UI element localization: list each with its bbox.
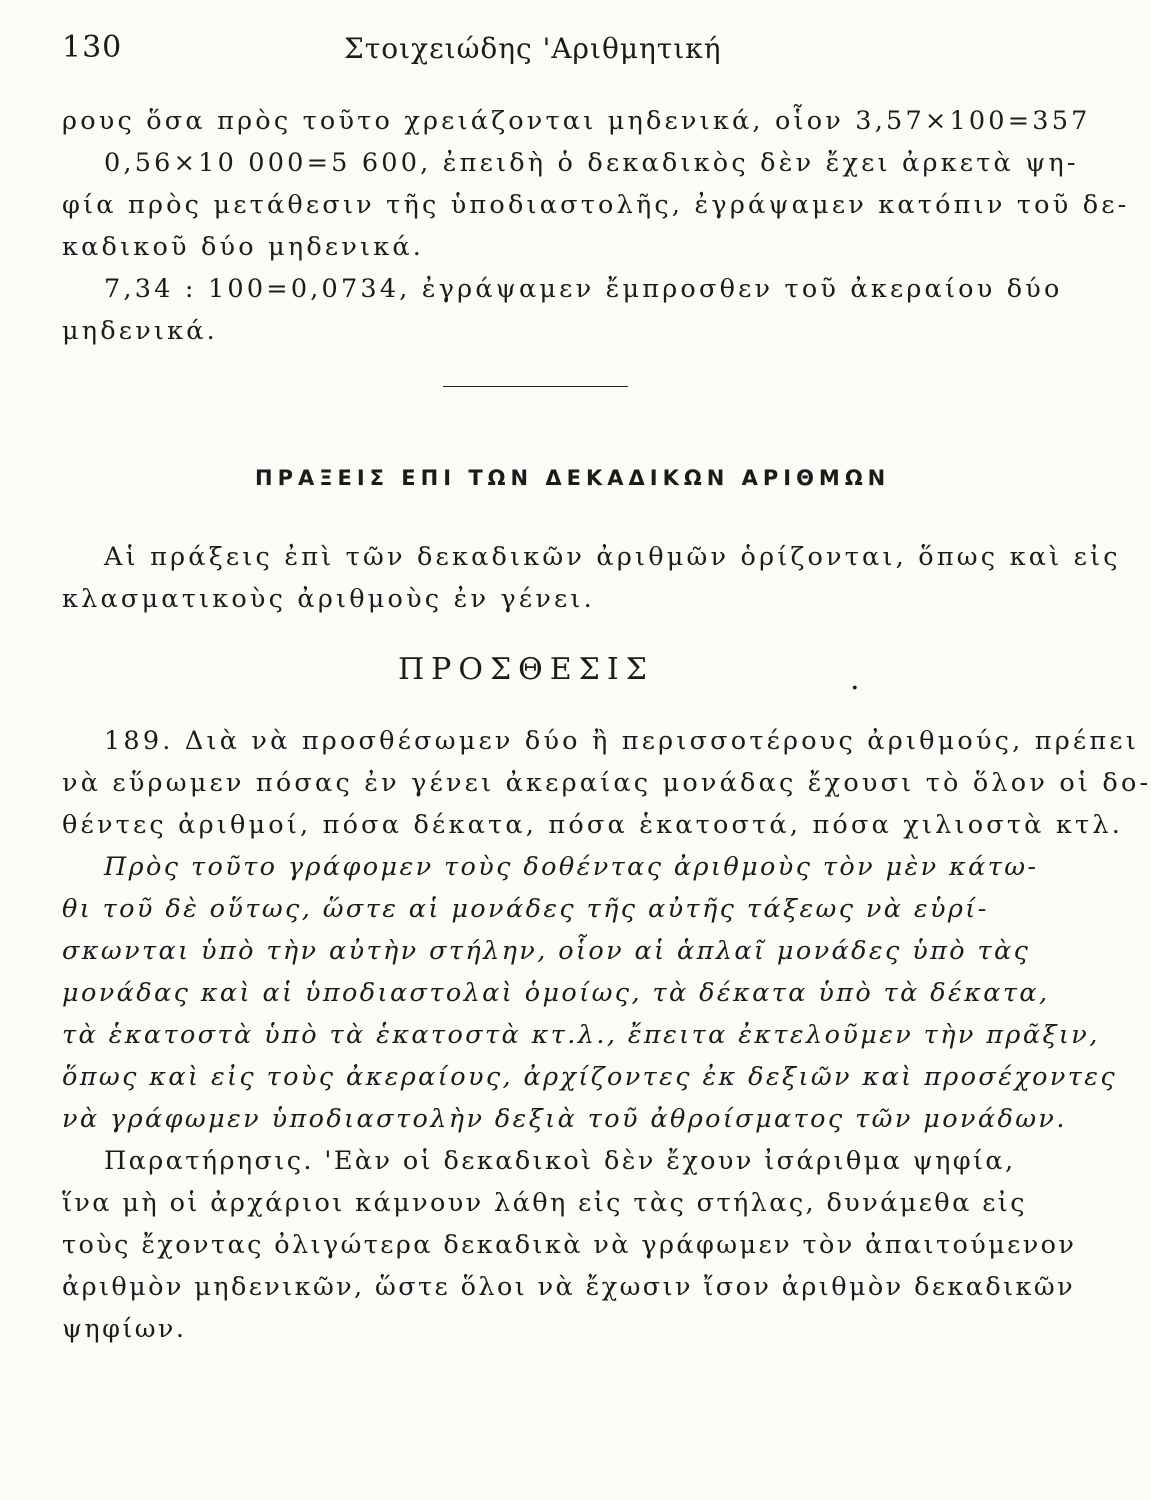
page-header — [62, 30, 1002, 70]
section-divider — [443, 386, 628, 387]
text-line: νὰ εὕρωμεν πόσας ἐν γένει ἀκεραίας μονάδας ἔχουσι τὸ ὅλον οἱ δο- — [62, 768, 1151, 798]
text-line: Αἱ πράξεις ἐπὶ τῶν δεκαδικῶν ἀριθμῶν ὁρίζονται, ὅπως καὶ εἰς — [104, 542, 1121, 572]
text-line: μηδενικά. — [62, 316, 218, 346]
section-intro-paragraph — [62, 536, 1121, 620]
text-line: 189. Διὰ νὰ προσθέσωμεν δύο ἢ περισσοτέρους ἀριθμούς, πρέπει — [104, 726, 1139, 756]
paragraph-189 — [62, 720, 1151, 846]
text-line: καδικοῦ δύο μηδενικά. — [62, 232, 425, 262]
text-line: θι τοῦ δὲ οὕτως, ὥστε αἱ μονάδες τῆς αὐτῆς τάξεως νὰ εὑρί- — [62, 894, 989, 924]
text-line: ψηφίων. — [62, 1314, 187, 1344]
page-number: 130 — [62, 30, 123, 65]
text-line: κλασματικοὺς ἀριθμοὺς ἐν γένει. — [62, 584, 595, 614]
text-line: τὰ ἑκατοστὰ ὑπὸ τὰ ἑκατοστὰ κτ.λ., ἔπειτα ἐκτελοῦμεν τὴν πρᾶξιν, — [62, 1020, 1100, 1050]
text-line: τοὺς ἔχοντας ὀλιγώτερα δεκαδικὰ νὰ γράφωμεν τὸν ἀπαιτούμενον — [62, 1230, 1077, 1260]
text-line: θέντες ἀριθμοί, πόσα δέκατα, πόσα ἑκατοστά, πόσα χιλιοστὰ κτλ. — [62, 810, 1124, 840]
text-line: ἵνα μὴ οἱ ἀρχάριοι κάμνουν λάθη εἰς τὰς στήλας, δυνάμεθα εἰς — [62, 1188, 1027, 1218]
text-line: φία πρὸς μετάθεσιν τῆς ὑποδιαστολῆς, ἐγράψαμεν κατόπιν τοῦ δε- — [62, 190, 1130, 220]
text-line: ὅπως καὶ εἰς τοὺς ἀκεραίους, ἀρχίζοντες ἐκ δεξιῶν καὶ προσέχοντες — [62, 1062, 1118, 1092]
section-heading: ΠΡΑΞΕΙΣ ΕΠΙ ΤΩΝ ΔΕΚΑΔΙΚΩΝ ΑΡΙΘΜΩΝ — [255, 466, 891, 490]
method-paragraph — [62, 846, 1118, 1140]
running-title: Στοιχειώδης 'Αριθμητική — [344, 32, 722, 65]
text-line: νὰ γράφωμεν ὑποδιαστολὴν δεξιὰ τοῦ ἀθροίσματος τῶν μονάδων. — [62, 1104, 1067, 1134]
text-line: ἀριθμὸν μηδενικῶν, ὥστε ὅλοι νὰ ἔχωσιν ἴσον ἀριθμὸν δεκαδικῶν — [62, 1272, 1075, 1302]
text-line: ρους ὅσα πρὸς τοῦτο χρειάζονται μηδενικά, οἷον 3,57×100=357 — [62, 106, 1091, 136]
addition-heading: ΠΡΟΣΘΕΣΙΣ — [398, 652, 654, 687]
text-line: Παρατήρησις. 'Εὰν οἱ δεκαδικοὶ δὲν ἔχουν ἰσάριθμα ψηφία, — [104, 1146, 1016, 1176]
text-line: Πρὸς τοῦτο γράφομεν τοὺς δοθέντας ἀριθμοὺς τὸν μὲν κάτω- — [104, 852, 1039, 882]
heading-dot: . — [850, 662, 860, 697]
text-line: μονάδας καὶ αἱ ὑποδιαστολαὶ ὁμοίως, τὰ δέκατα ὑπὸ τὰ δέκατα, — [62, 978, 1050, 1008]
text-line: σκωνται ὑπὸ τὴν αὐτὴν στήλην, οἷον αἱ ἁπλαῖ μονάδες ὑπὸ τὰς — [62, 936, 1031, 966]
remark-paragraph — [62, 1140, 1077, 1350]
text-line: 0,56×10 000=5 600, ἐπειδὴ ὁ δεκαδικὸς δὲν ἔχει ἀρκετὰ ψη- — [104, 148, 1079, 178]
text-line: 7,34 : 100=0,0734, ἐγράψαμεν ἔμπροσθεν τοῦ ἀκεραίου δύο — [104, 274, 1063, 304]
intro-paragraph — [62, 100, 1130, 352]
